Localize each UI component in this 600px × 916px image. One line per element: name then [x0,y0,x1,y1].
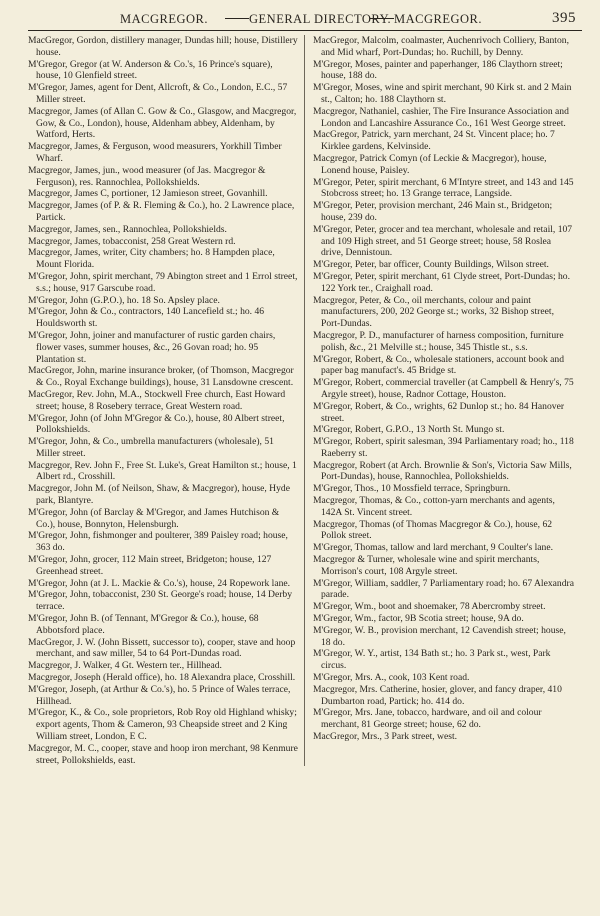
directory-entry: M'Gregor, John, grocer, 112 Main street, Bridgeton; house, 127 Greenhead street. [28,554,272,577]
directory-entry: M'Gregor, John, tobacconist, 230 St. George's road; house, 14 Derby terrace. [28,589,293,613]
directory-entry: M'Gregor, Joseph, (at Arthur & Co.'s), ho. 5 Prince of Wales terrace, Hillhead. [28,683,291,707]
directory-entry: Macgregor, James (of Allan C. Gow & Co., Glasgow, and Macgregor, Gow, & Co., London), house, Aldenham abbey, Aldenham, by Watford, Herts. [28,105,297,141]
directory-entry: M'Gregor, Robert, commercial traveller (at Campbell & Henry's, 75 Argyle street), house, Radnor Cottage, Houston. [313,377,574,400]
directory-entry: Macgregor & Turner, wholesale wine and spirit merchants, Morrison's court, 108 Argyle street. [313,554,540,577]
directory-entry: Macgregor, James (of P. & R. Fleming & Co.), ho. 2 Lawrence place, Partick. [28,200,295,223]
directory-columns [28,35,582,766]
directory-entry: M'Gregor, John, & Co., umbrella manufacturers (wholesale), 51 Miller street. [28,436,274,459]
page-header [28,8,582,28]
directory-entry: Macgregor, M. C., cooper, stave and hoop iron merchant, 98 Kenmure street, Pollokshields, east. [28,742,298,766]
directory-entry: M'Gregor, W. B., provision merchant, 12 Cavendish street; house, 18 do. [313,624,566,648]
directory-entry: M'Gregor, K., & Co., sole proprietors, Rob Roy old Highland whisky; export agents, Thom & Cameron, 93 Cheapside street and 2 King William street, London, E C. [28,707,297,743]
directory-entry: Macgregor, Peter, & Co., oil merchants, colour and paint manufacturers, 200, 202 George st.; works, 32 Bishop street, Port-Dundas. [313,294,554,330]
header-dash-right [370,18,394,19]
directory-entry: M'Gregor, Robert, spirit salesman, 394 Parliamentary road; ho., 118 Raeberry st. [313,436,574,459]
directory-entry: Macgregor, P. D., manufacturer of harness composition, furniture polish, &c., 21 Melville st.; house, 345 Thistle st., s.s. [313,329,564,353]
directory-entry: MacGregor, John, marine insurance broker, (of Thomson, Macgregor & Co., Royal Exchange buildings), house, 31 Lansdowne crescent. [28,365,294,389]
directory-entry: Macgregor, Rev. John F., Free St. Luke's, Great Hamilton st.; house, 1 Albert rd., Crosshill. [28,459,297,483]
directory-entry: M'Gregor, Gregor (at W. Anderson & Co.'s, 16 Prince's square), house, 10 Glenfield street. [28,58,273,82]
directory-entry: M'Gregor, Peter, bar officer, County Buildings, Wilson street. [313,259,549,271]
directory-entry: Macgregor, Joseph (Herald office), ho. 18 Alexandra place, Crosshill. [28,672,296,684]
directory-entry: M'Gregor, James, agent for Dent, Allcroft, & Co., London, E.C., 57 Miller street. [28,82,288,105]
directory-entry: M'Gregor, Thos., 10 Mossfield terrace, Springburn. [313,483,511,495]
directory-entry: Macgregor, John M. (of Neilson, Shaw, & Macgregor), house, Hyde park, Blantyre. [28,483,290,507]
directory-entry: Macgregor, Robert (at Arch. Brownlie & Son's, Victoria Saw Mills, Port-Dundas), house, Rannochlea, Pollokshields. [313,459,572,483]
directory-entry: MacGregor, Patrick, yarn merchant, 24 St. Vincent place; ho. 7 Kirklee gardens, Kelvinside. [313,129,555,153]
directory-entry: M'Gregor, John B. (of Tennant, M'Gregor & Co.), house, 68 Abbotsford place. [28,613,259,636]
directory-entry: Macgregor, Patrick Comyn (of Leckie & Macgregor), house, Lonend house, Paisley. [313,152,547,176]
directory-entry: M'Gregor, Moses, painter and paperhanger, 186 Claythorn street; house, 188 do. [313,58,563,82]
directory-entry: MacGregor, Gordon, distillery manager, Dundas hill; house, Distillery house. [28,35,298,58]
left-column [28,35,304,766]
directory-entry: M'Gregor, Mrs. A., cook, 103 Kent road. [313,672,470,684]
page-number: 395 [552,10,576,26]
directory-entry: M'Gregor, John, joiner and manufacturer of rustic garden chairs, flower vases, summer houses, &c., 26 Govan road; ho. 95 Plantation st. [28,329,276,365]
directory-entry: M'Gregor, Robert, & Co., wholesale stationers, account book and paper bag manufact's. 45 Bridge st. [313,353,564,377]
directory-entry: M'Gregor, John, spirit merchant, 79 Abington street and 1 Errol street, s.s.; house, 917 Garscube road. [28,270,298,294]
directory-entry: M'Gregor, Peter, spirit merchant, 61 Clyde street, Port-Dundas; ho. 122 York ter., Craighall road. [313,270,571,294]
directory-entry: Macgregor, James, & Ferguson, wood measurers, Yorkhill Timber Wharf. [28,141,282,164]
directory-entry: M'Gregor, Peter, provision merchant, 246 Main st., Bridgeton; house, 239 do. [313,200,553,223]
directory-entry: Macgregor, Nathaniel, cashier, The Fire Insurance Association and London and Lancashire Assurance Co., 161 West George street. [313,105,569,129]
directory-entry: M'Gregor, Wm., factor, 9B Scotia street; house, 9A do. [313,613,524,625]
directory-entry: Macgregor, J. Walker, 4 Gt. Western ter., Hillhead. [28,660,222,672]
directory-entry: M'Gregor, W. Y., artist, 134 Bath st.; ho. 3 Park st., west, Park circus. [313,648,551,672]
directory-entry: M'Gregor, Thomas, tallow and lard merchant, 9 Coulter's lane. [313,542,554,554]
directory-entry: M'Gregor, John (of Barclay & M'Gregor, and James Hutchison & Co.), house, Bonnyton, Helensburgh. [28,506,280,530]
directory-entry: MacGregor, Rev. John, M.A., Stockwell Free church, East Howard street; house, 8 Rosebery terrace, Great Western road. [28,388,286,412]
right-column [304,35,575,766]
directory-entry: M'Gregor, Mrs. Jane, tobacco, hardware, and oil and colour merchant, 81 George street; house, 62 do. [313,707,542,731]
directory-entry: Macgregor, Thomas, & Co., cotton-yarn merchants and agents, 142A St. Vincent street. [313,495,555,518]
directory-entry: MacGregor, Malcolm, coalmaster, Auchenrivoch Colliery, Banton, and Mid wharf, Port-Dundas; ho. Ruchill, by Denny. [313,35,569,58]
directory-entry: Macgregor, James, sen., Rannochlea, Pollokshields. [28,223,227,235]
directory-entry: M'Gregor, John (G.P.O.), ho. 18 So. Apsley place. [28,294,220,306]
directory-entry: Macgregor, James, jun., wood measurer (of Jas. Macgregor & Ferguson), res. Rannochlea, Pollokshields. [28,164,266,188]
directory-entry: MacGregor, J. W. (John Bissett, successor to), cooper, stave and hoop merchant, and saw miller, 54 to 64 Port-Dundas road. [28,636,296,660]
directory-entry: Macgregor, James C, portioner, 12 Jamieson street, Govanhill. [28,188,268,200]
directory-entry: M'Gregor, Peter, spirit merchant, 6 M'Intyre street, and 143 and 145 Stobcross street; ho. 13 Grange terrace, Langside. [313,176,574,200]
directory-entry: M'Gregor, Robert, G.P.O., 13 North St. Mungo st. [313,424,505,436]
directory-entry: M'Gregor, John & Co., contractors, 140 Lancefield st.; ho. 46 Houldsworth st. [28,306,265,330]
header-right: MACGREGOR. [394,12,482,26]
directory-entry: M'Gregor, John (of John M'Gregor & Co.), house, 80 Albert street, Pollokshields. [28,412,285,436]
header-rule [28,30,582,31]
directory-entry: Macgregor, Mrs. Catherine, hosier, glover, and fancy draper, 410 Dumbarton road, Partick; ho. 414 do. [313,683,562,707]
directory-entry: M'Gregor, Robert, & Co., wrights, 62 Dunlop st.; ho. 84 Hanover street. [313,400,565,424]
header-middle: GENERAL DIRECTORY. [249,12,392,26]
directory-entry: M'Gregor, Moses, wine and spirit merchant, 90 Kirk st. and 2 Main st., Calton; ho. 188 Claythorn st. [313,82,572,105]
directory-entry: M'Gregor, Wm., boot and shoemaker, 78 Abercromby street. [313,601,546,613]
directory-entry: M'Gregor, John (at J. L. Mackie & Co.'s), house, 24 Ropework lane. [28,577,291,589]
directory-entry: M'Gregor, John, fishmonger and poulterer, 389 Paisley road; house, 363 do. [28,530,288,554]
directory-entry: Macgregor, James, writer, City chambers; ho. 8 Hampden place, Mount Florida. [28,247,275,271]
directory-entry: MacGregor, Mrs., 3 Park street, west. [313,731,458,743]
directory-entry: M'Gregor, William, saddler, 7 Parliamentary road; ho. 67 Alexandra parade. [313,577,574,601]
directory-entry: Macgregor, James, tobacconist, 258 Great Western rd. [28,235,236,247]
directory-entry: M'Gregor, Peter, grocer and tea merchant, wholesale and retail, 107 and 109 High street, and 51 George street; house, 58 Roslea drive, Dennistoun. [313,223,573,259]
header-dash-left [225,18,249,19]
header-left: MACGREGOR. [120,12,208,26]
directory-entry: Macgregor, Thomas (of Thomas Macgregor & Co.), house, 62 Pollok street. [313,518,553,542]
